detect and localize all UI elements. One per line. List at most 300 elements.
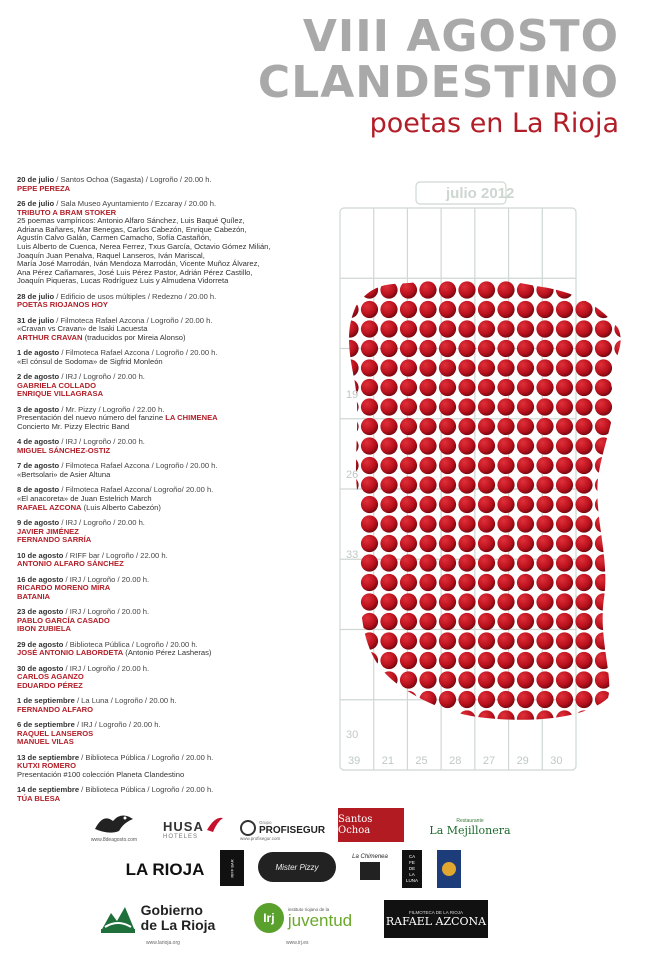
event-info-text: María José Marrodán, Iván Mendoza Marrodán, Vicente Muñoz Álvarez,: [17, 259, 260, 269]
red-dot: [380, 613, 397, 630]
red-dot: [517, 379, 534, 396]
event-performer: MANUEL VILAS: [17, 737, 74, 747]
event-info-text: 25 poemas vampíricos: Antonio Alfaro Sánchez, Luis Baqué Quílez,: [17, 216, 245, 226]
red-dot: [536, 437, 553, 454]
red-dot: [478, 691, 495, 708]
calendar-side-number: 30: [346, 729, 359, 741]
red-dot: [536, 574, 553, 591]
red-dot: [380, 652, 397, 669]
red-dot: [361, 515, 378, 532]
event-info-text: Concierto Mr. Pizzy Electric Band: [17, 422, 130, 432]
event-info-text: Luis Alberto de Cuenca, Nerea Ferrez, Txus García, Octavio Gómez Milián,: [17, 241, 271, 251]
event-feature-line: [17, 649, 317, 658]
red-dot: [419, 320, 436, 337]
red-dot: [400, 457, 417, 474]
red-dot: [517, 671, 534, 688]
red-dot: [419, 535, 436, 552]
event-place: / Filmoteca Rafael Azcona/ Logroño/ 20.00 h.: [59, 485, 214, 495]
red-dot: [400, 476, 417, 493]
event-performer: FERNANDO ALFARO: [17, 704, 94, 714]
event-feature-note: (Antonio Pérez Lasheras): [123, 648, 212, 658]
event-item: [17, 486, 317, 512]
red-dot: [478, 496, 495, 513]
red-dot: [497, 320, 514, 337]
event-date: 8 de agosto: [17, 485, 60, 495]
red-dot: [614, 320, 631, 337]
red-dot: [517, 515, 534, 532]
event-item: [17, 200, 317, 286]
event-place: / IRJ / Logroño / 20.00 h.: [63, 574, 150, 584]
event-date: 29 de agosto: [17, 639, 64, 649]
planet-icon: [442, 862, 456, 876]
red-dot: [341, 301, 358, 318]
gobierno-line2: de La Rioja: [140, 917, 216, 933]
event-performer: EDUARDO PÉREZ: [17, 680, 83, 690]
red-dot: [517, 593, 534, 610]
logo-husa: [163, 814, 225, 844]
red-dot: [361, 437, 378, 454]
red-dot: [536, 359, 553, 376]
red-dot: [400, 710, 417, 727]
event-date: 31 de julio: [17, 315, 55, 325]
calendar-side-number: 26: [346, 469, 359, 481]
red-dot: [478, 301, 495, 318]
event-performer: TÚA BLESA: [17, 793, 61, 803]
red-dot: [595, 535, 612, 552]
red-dot: [536, 515, 553, 532]
red-dot: [361, 340, 378, 357]
event-place: / Filmoteca Rafael Azcona / Logroño / 20.00 h.: [59, 461, 218, 471]
la-rioja-name: LA RIOJA: [125, 860, 205, 879]
red-dot: [536, 691, 553, 708]
event-date: 14 de septiembre: [17, 785, 80, 795]
red-dot: [536, 613, 553, 630]
red-dot: [380, 320, 397, 337]
red-dot: [458, 379, 475, 396]
red-dot: [614, 398, 631, 415]
red-dot: [419, 301, 436, 318]
red-dot: [614, 535, 631, 552]
event-date: 26 de julio: [17, 198, 55, 208]
red-dot: [497, 593, 514, 610]
red-dot: [361, 320, 378, 337]
event-feature: JOSÉ ANTONIO LABORDETA: [17, 648, 124, 658]
red-dot: [439, 418, 456, 435]
irj-small: instituto riojano de la: [287, 906, 330, 912]
red-dot: [478, 476, 495, 493]
red-dot: [458, 301, 475, 318]
red-dot: [556, 457, 573, 474]
red-dot: [575, 652, 592, 669]
red-dot: [439, 457, 456, 474]
red-dot: [400, 535, 417, 552]
event-date-line: [17, 786, 317, 795]
red-dot: [517, 535, 534, 552]
red-dot: [439, 301, 456, 318]
calendar-dot-artwork: [336, 178, 636, 778]
red-dot: [478, 671, 495, 688]
calendar-day-number: 25: [415, 755, 428, 767]
red-dot: [497, 398, 514, 415]
red-dot: [517, 613, 534, 630]
profisegur-name: PROFISEGUR: [259, 824, 326, 836]
filmoteca-name: RAFAEL AZCONA: [385, 915, 487, 928]
red-dot: [400, 437, 417, 454]
red-dots: [341, 281, 631, 727]
red-dot: [400, 281, 417, 298]
event-place: / IRJ / Logroño / 20.00 h.: [59, 372, 145, 382]
gobierno-url: www.larioja.org: [146, 940, 180, 946]
event-item: [17, 576, 317, 602]
red-dot: [400, 554, 417, 571]
red-dot: [439, 496, 456, 513]
red-dot: [439, 613, 456, 630]
event-item: [17, 349, 317, 366]
red-dot: [517, 574, 534, 591]
red-dot: [361, 398, 378, 415]
red-dot: [575, 281, 592, 298]
logo-gobierno-de-la-rioja: [92, 896, 222, 940]
red-dot: [497, 554, 514, 571]
event-place: / Mr. Pizzy / Logroño / 22.00 h.: [59, 404, 165, 414]
red-dot: [380, 281, 397, 298]
red-dot: [380, 710, 397, 727]
event-performer: MIGUEL SÁNCHEZ-OSTIZ: [17, 446, 111, 456]
event-feature: ARTHUR CRAVAN: [17, 332, 83, 342]
red-dot: [595, 340, 612, 357]
red-dot: [361, 281, 378, 298]
red-dot: [341, 652, 358, 669]
red-dot: [458, 359, 475, 376]
red-dot: [478, 340, 495, 357]
red-dot: [400, 379, 417, 396]
event-date: 20 de julio: [17, 175, 55, 184]
red-dot: [517, 359, 534, 376]
red-dot: [614, 301, 631, 318]
event-info-text: Joaquín Piqueras, Lucas Rodríguez Luis y Almudena Vidorreta: [17, 276, 229, 286]
red-dot: [478, 359, 495, 376]
red-dot: [575, 418, 592, 435]
red-dot: [536, 476, 553, 493]
red-dot: [361, 418, 378, 435]
event-performer: GABRIELA COLLADO: [17, 380, 97, 390]
red-dot: [439, 281, 456, 298]
red-dot: [361, 379, 378, 396]
red-dot: [536, 320, 553, 337]
red-dot: [419, 281, 436, 298]
event-place: / IRJ / Logroño / 20.00 h.: [74, 720, 161, 730]
event-info: [17, 358, 317, 367]
event-date: 3 de agosto: [17, 404, 60, 414]
red-dot: [575, 632, 592, 649]
red-dot: [575, 359, 592, 376]
red-dot: [380, 437, 397, 454]
red-dot: [595, 418, 612, 435]
red-dot: [400, 574, 417, 591]
event-item: [17, 721, 317, 747]
red-dot: [614, 691, 631, 708]
red-dot: [419, 710, 436, 727]
red-dot: [361, 710, 378, 727]
red-dot: [556, 398, 573, 415]
calendar-day-number: 27: [482, 755, 496, 767]
red-dot: [536, 632, 553, 649]
red-dot: [478, 437, 495, 454]
red-dot: [419, 496, 436, 513]
event-date: 10 de agosto: [17, 550, 64, 560]
event-inline-highlight: LA CHIMENEA: [165, 413, 218, 423]
red-dot: [419, 437, 436, 454]
event-performer: KUTXI ROMERO: [17, 761, 77, 771]
red-dot: [458, 515, 475, 532]
red-dot: [361, 457, 378, 474]
mejillonera-small: Restaurante: [456, 817, 484, 824]
red-dot: [400, 593, 417, 610]
calendar-day-number: 21: [381, 755, 394, 767]
red-dot: [478, 398, 495, 415]
cafe-name: CA FE DE LA LUNA: [406, 854, 419, 883]
red-dot: [380, 574, 397, 591]
event-performer: ANTONIO ALFARO SÁNCHEZ: [17, 559, 124, 569]
red-dot: [517, 437, 534, 454]
event-performer: IBON ZUBIELA: [17, 624, 71, 634]
chimenea-name: La Chimenea: [352, 854, 388, 860]
red-dot: [478, 281, 495, 298]
riff-name: RIFF BAR: [229, 858, 235, 878]
mejillonera-name: La Mejillonera: [429, 823, 511, 837]
red-dot: [556, 496, 573, 513]
red-dot: [556, 418, 573, 435]
red-dot: [614, 574, 631, 591]
red-dot: [614, 515, 631, 532]
red-dot: [341, 496, 358, 513]
red-dot: [595, 476, 612, 493]
logo-planeta-clandestino: [437, 850, 461, 888]
gobierno-emblem-icon: [99, 901, 137, 935]
red-dot: [478, 457, 495, 474]
calendar-side-number: 19: [346, 389, 359, 401]
red-dot: [556, 671, 573, 688]
red-dot: [556, 301, 573, 318]
event-item: [17, 641, 317, 658]
red-dot: [458, 554, 475, 571]
red-dot: [478, 652, 495, 669]
red-dot: [614, 613, 631, 630]
red-dot: [575, 593, 592, 610]
event-performer: ENRIQUE VILLAGRASA: [17, 389, 104, 399]
red-dot: [439, 398, 456, 415]
red-dot: [439, 593, 456, 610]
red-dot: [361, 613, 378, 630]
red-dot: [458, 593, 475, 610]
red-dot: [536, 340, 553, 357]
red-dot: [341, 418, 358, 435]
red-dot: [419, 418, 436, 435]
event-info-text: «Cravan vs Cravan» de Isaki Lacuesta: [17, 324, 148, 334]
event-place: / IRJ / Logroño / 20.00 h.: [59, 517, 145, 527]
red-dot: [497, 574, 514, 591]
red-dot: [497, 281, 514, 298]
red-dot: [595, 496, 612, 513]
red-dot: [517, 281, 534, 298]
red-dot: [556, 554, 573, 571]
red-dot: [595, 652, 612, 669]
event-performer: CARLOS AGANZO: [17, 672, 84, 682]
logo-irj-juventud: [238, 898, 368, 938]
event-place: / Biblioteca Pública / Logroño / 20.00 h.: [79, 785, 214, 795]
red-dot: [478, 379, 495, 396]
red-dot: [341, 574, 358, 591]
red-dot: [439, 379, 456, 396]
red-dot: [517, 710, 534, 727]
red-dot: [497, 359, 514, 376]
red-dot: [536, 671, 553, 688]
red-dot: [419, 476, 436, 493]
red-dot: [575, 437, 592, 454]
red-dot: [400, 359, 417, 376]
event-item: [17, 293, 317, 310]
red-dot: [556, 710, 573, 727]
red-dot: [556, 437, 573, 454]
event-place: / IRJ / Logroño / 20.00 h.: [63, 607, 150, 617]
red-dot: [458, 496, 475, 513]
red-dot: [380, 593, 397, 610]
event-performer: POETAS RIOJANOS HOY: [17, 300, 108, 310]
red-dot: [478, 515, 495, 532]
event-place: / Santos Ochoa (Sagasta) / Logroño / 20.00 h.: [54, 175, 212, 184]
event-place: / RIFF bar / Logroño / 22.00 h.: [63, 550, 168, 560]
red-dot: [536, 418, 553, 435]
red-dot: [614, 340, 631, 357]
red-dot: [497, 652, 514, 669]
red-dot: [517, 652, 534, 669]
red-dot: [614, 496, 631, 513]
calendar-month-label: julio 2012: [446, 185, 515, 202]
red-dot: [556, 593, 573, 610]
red-dot: [400, 613, 417, 630]
event-date: 7 de agosto: [17, 461, 60, 471]
event-feature-note: (Luis Alberto Cabezón): [81, 502, 161, 512]
event-date: 13 de septiembre: [17, 752, 80, 762]
red-dot: [497, 632, 514, 649]
red-dot: [380, 496, 397, 513]
event-info-text: Agustín Calvo Galán, Carmen Camacho, Sofía Castañón,: [17, 233, 212, 243]
event-item: [17, 665, 317, 691]
event-performer: BATANIA: [17, 591, 51, 601]
filmoteca-small: FILMOTECA DE LA RIOJA: [408, 910, 463, 915]
red-dot: [517, 301, 534, 318]
event-program-list: [17, 176, 317, 810]
red-dot: [361, 652, 378, 669]
red-dot: [361, 496, 378, 513]
red-dot: [614, 359, 631, 376]
red-dot: [419, 554, 436, 571]
event-feature: RAFAEL AZCONA: [17, 502, 82, 512]
red-dot: [575, 301, 592, 318]
red-dot: [575, 379, 592, 396]
red-dot: [380, 671, 397, 688]
red-dot: [419, 574, 436, 591]
red-dot: [614, 632, 631, 649]
event-performer: JAVIER JIMÉNEZ: [17, 526, 79, 536]
red-dot: [536, 281, 553, 298]
event-info: [17, 471, 317, 480]
logo-riff-bar: [220, 850, 244, 886]
red-dot: [556, 320, 573, 337]
event-place: / Filmoteca Rafael Azcona / Logroño / 20.00 h.: [59, 348, 218, 358]
profisegur-small: Grupo: [259, 819, 272, 825]
red-dot: [419, 340, 436, 357]
red-dot: [595, 359, 612, 376]
red-dot: [380, 554, 397, 571]
red-dot: [478, 535, 495, 552]
red-dot: [595, 379, 612, 396]
husa-name: HUSA: [163, 818, 204, 834]
red-dot: [595, 398, 612, 415]
red-dot: [497, 340, 514, 357]
red-dot: [439, 671, 456, 688]
red-dot: [341, 671, 358, 688]
red-dot: [458, 418, 475, 435]
event-feature-note: (traducidos por Mireia Alonso): [82, 332, 186, 342]
red-dot: [341, 281, 358, 298]
sponsors-area: [0, 800, 661, 960]
event-performer: RAQUEL LANSEROS: [17, 728, 94, 738]
red-dot: [536, 496, 553, 513]
red-dot: [400, 652, 417, 669]
event-info-text: Ana Pérez Cañamares, José Luis Pérez Pastor, Adrián Pérez Castillo,: [17, 267, 253, 277]
red-dot: [497, 710, 514, 727]
red-dot: [478, 574, 495, 591]
subtitle: poetas en La Rioja: [369, 108, 619, 139]
red-dot: [575, 457, 592, 474]
agosto-url: www.8deagosto.com: [90, 837, 138, 843]
event-info-text: Presentación #100 colección Planeta Clandestino: [17, 770, 185, 779]
red-dot: [595, 320, 612, 337]
red-dot: [536, 301, 553, 318]
event-place: / Biblioteca Pública / Logroño / 20.00 h.: [79, 752, 214, 762]
red-dot: [478, 593, 495, 610]
red-dot: [575, 515, 592, 532]
red-dot: [497, 379, 514, 396]
event-info-text: Presentación del nuevo número del fanzine: [17, 413, 164, 423]
red-dot: [400, 632, 417, 649]
red-dot: [458, 476, 475, 493]
red-dot: [556, 379, 573, 396]
title-line-2: CLANDESTINO: [257, 57, 619, 108]
red-dot: [595, 437, 612, 454]
red-dot: [595, 554, 612, 571]
red-dot: [419, 515, 436, 532]
red-dot: [517, 554, 534, 571]
logo-la-mejillonera: [422, 812, 518, 842]
red-dot: [556, 281, 573, 298]
red-dot: [536, 554, 553, 571]
red-dot: [575, 320, 592, 337]
red-dot: [575, 476, 592, 493]
red-dot: [497, 457, 514, 474]
logo-filmoteca-rafael-azcona: [384, 900, 488, 938]
event-place: / Edificio de usos múltiples / Redezno / 20.00 h.: [54, 291, 217, 301]
calendar-day-number: 29: [516, 755, 529, 767]
event-date: 30 de agosto: [17, 663, 64, 673]
red-dot: [575, 554, 592, 571]
red-dot: [517, 320, 534, 337]
red-dot: [439, 574, 456, 591]
pizzy-name: Mister Pizzy: [275, 862, 319, 872]
red-dot: [341, 437, 358, 454]
event-feature-line: [17, 334, 317, 343]
